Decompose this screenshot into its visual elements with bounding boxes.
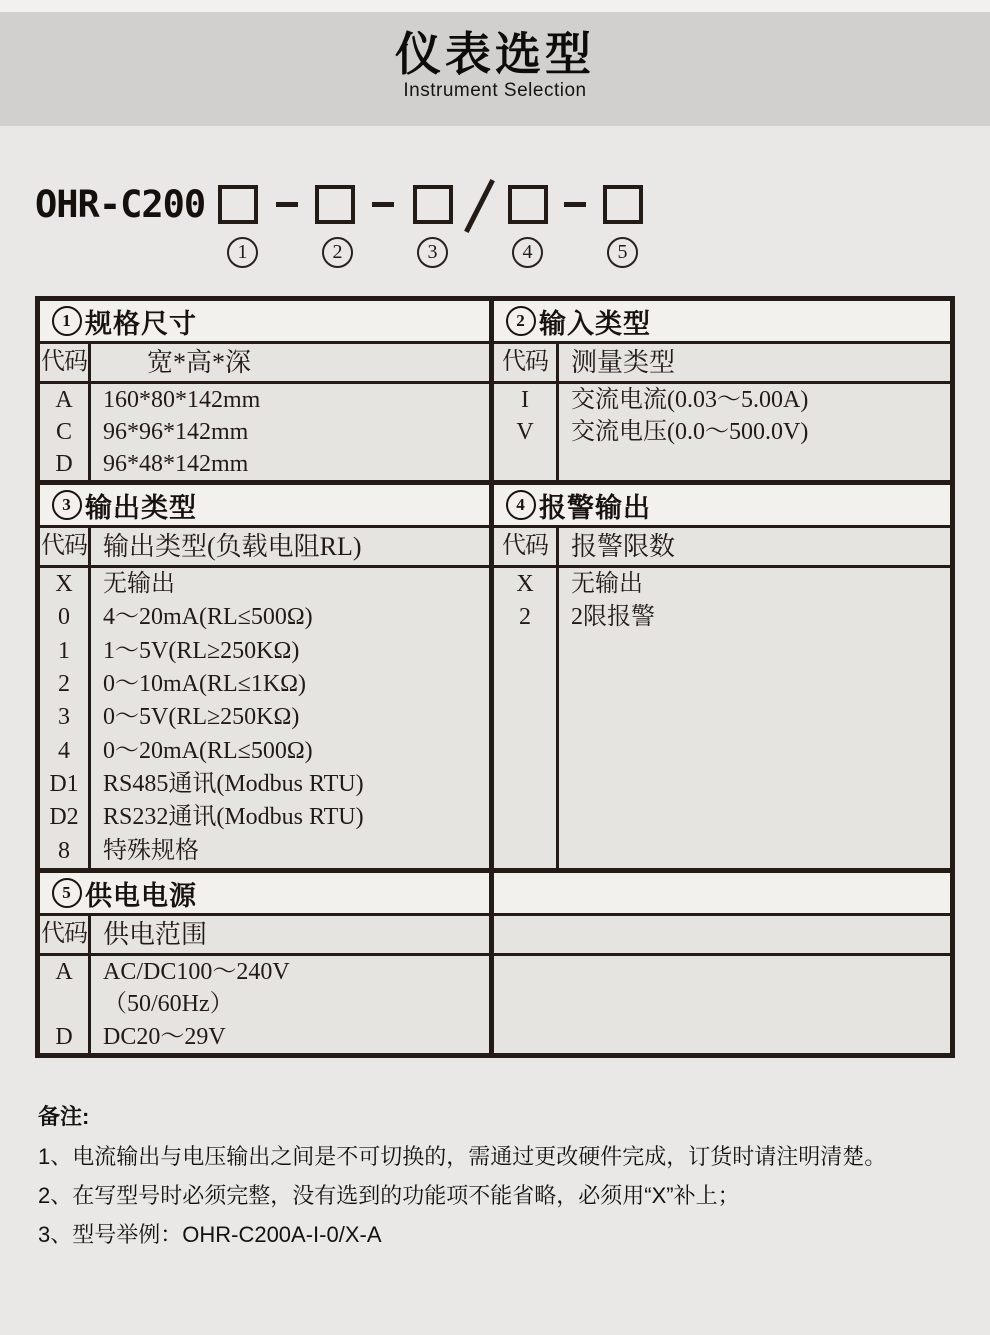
section-title-power xyxy=(40,873,489,913)
band-empty xyxy=(494,873,950,913)
model-separator-dash-3 xyxy=(564,202,586,207)
section-title-spec xyxy=(40,301,489,341)
code-cell: 1 xyxy=(58,637,70,664)
model-prefix: OHR-C200 xyxy=(35,183,206,226)
model-box-1 xyxy=(218,185,258,224)
desc-column-output xyxy=(91,568,489,868)
code-cell: 2 xyxy=(58,670,70,697)
desc-cell: （50/60Hz） xyxy=(103,991,234,1018)
grid-line xyxy=(40,953,950,956)
code-cell: 0 xyxy=(58,604,70,631)
code-header-input: 代码 xyxy=(502,349,548,375)
code-header-output: 代码 xyxy=(41,533,87,559)
code-cell: 3 xyxy=(58,704,70,731)
desc-cell: 无输出 xyxy=(103,571,175,597)
code-column-alarm xyxy=(494,568,556,868)
position-marker-3: 3 xyxy=(417,237,448,268)
desc-cell: RS485通讯(Modbus RTU) xyxy=(103,770,364,797)
desc-cell: 无输出 xyxy=(571,571,643,597)
note-item-1: 1、电流输出与电压输出之间是不可切换的，需通过更改硬件完成，订货时请注明清楚。 xyxy=(38,1144,887,1169)
code-cell: X xyxy=(516,571,534,597)
code-cell: D1 xyxy=(49,770,79,797)
desc-cell: 160*80*142mm xyxy=(103,387,261,413)
grid-line xyxy=(88,528,91,868)
code-column-input xyxy=(494,384,556,480)
desc-column-alarm xyxy=(559,568,950,868)
model-separator-slash xyxy=(464,179,495,233)
code-cell: X xyxy=(55,571,73,597)
code-column-output xyxy=(40,568,88,868)
model-separator-dash-1 xyxy=(276,202,298,207)
model-separator-dash-2 xyxy=(372,202,394,207)
grid-line xyxy=(40,341,950,344)
code-column-spec xyxy=(40,384,88,480)
position-marker-1: 1 xyxy=(227,237,258,268)
section-title-input xyxy=(494,301,950,341)
section-number-icon: 4 xyxy=(506,490,536,520)
title-banner xyxy=(0,12,990,126)
grid-line xyxy=(556,344,559,480)
code-header-spec: 代码 xyxy=(41,349,87,375)
section-title-alarm xyxy=(494,485,950,525)
grid-line-center xyxy=(489,301,494,1053)
notes-label: 备注: xyxy=(38,1104,90,1129)
section-title-text: 输入类型 xyxy=(539,308,651,339)
grid-line xyxy=(40,913,950,916)
desc-cell: 2限报警 xyxy=(571,604,655,631)
desc-column-spec xyxy=(91,384,489,480)
desc-column-power xyxy=(91,956,489,1053)
model-box-5 xyxy=(603,185,643,224)
desc-cell: 0～10mA(RL≤1KΩ) xyxy=(103,670,306,697)
section-title-text: 供电电源 xyxy=(85,880,197,911)
page-title: 仪表选型 xyxy=(395,28,595,80)
desc-cell: 0～5V(RL≥250KΩ) xyxy=(103,704,300,731)
code-cell: V xyxy=(516,419,534,445)
code-cell: A xyxy=(55,387,73,413)
selection-table xyxy=(35,296,955,1058)
desc-header-spec: 宽*高*深 xyxy=(147,348,252,377)
page-subtitle: Instrument Selection xyxy=(403,80,587,101)
desc-cell: 1～5V(RL≥250KΩ) xyxy=(103,637,300,664)
note-item-3: 3、型号举例：OHR-C200A-I-0/X-A xyxy=(38,1222,382,1247)
code-column-power xyxy=(40,956,88,1053)
code-cell xyxy=(40,988,88,1020)
desc-cell: RS232通讯(Modbus RTU) xyxy=(103,804,364,831)
desc-cell: 96*48*142mm xyxy=(103,451,249,477)
grid-line xyxy=(40,868,950,873)
code-cell: A xyxy=(55,959,73,985)
desc-cell: 4～20mA(RL≤500Ω) xyxy=(103,604,313,631)
code-cell: 4 xyxy=(58,737,70,764)
grid-line xyxy=(40,480,950,485)
grid-line xyxy=(40,525,950,528)
desc-cell: 0～20mA(RL≤500Ω) xyxy=(103,737,313,764)
grid-line xyxy=(88,344,91,480)
desc-header-power: 供电范围 xyxy=(103,920,208,949)
section-number-icon: 2 xyxy=(506,306,536,336)
position-marker-5: 5 xyxy=(607,237,638,268)
desc-cell: 交流电流(0.03～5.00A) xyxy=(571,387,809,413)
desc-header-alarm: 报警限数 xyxy=(571,532,676,561)
desc-cell: DC20～29V xyxy=(103,1023,226,1050)
desc-cell: 交流电压(0.0～500.0V) xyxy=(571,419,809,445)
position-marker-4: 4 xyxy=(512,237,543,268)
code-header-alarm: 代码 xyxy=(502,533,548,559)
section-number-icon: 3 xyxy=(52,490,82,520)
code-cell: D xyxy=(55,451,73,477)
model-box-4 xyxy=(508,185,548,224)
code-cell: I xyxy=(521,387,529,413)
code-cell: C xyxy=(55,419,72,445)
section-title-text: 报警输出 xyxy=(539,492,651,523)
model-box-3 xyxy=(413,185,453,224)
top-margin-strip xyxy=(0,0,990,12)
section-title-text: 规格尺寸 xyxy=(85,308,197,339)
desc-cell: 特殊规格 xyxy=(103,837,199,864)
section-title-output xyxy=(40,485,489,525)
code-cell: 8 xyxy=(58,837,70,864)
note-item-2: 2、在写型号时必须完整，没有选到的功能项不能省略，必须用“X”补上； xyxy=(38,1183,740,1208)
section-title-text: 输出类型 xyxy=(85,492,197,523)
grid-line xyxy=(40,381,950,384)
desc-cell: 96*96*142mm xyxy=(103,419,249,445)
code-cell: D2 xyxy=(49,804,79,831)
desc-column-input xyxy=(559,384,950,480)
desc-header-input: 测量类型 xyxy=(571,348,676,377)
model-box-2 xyxy=(315,185,355,224)
section-number-icon: 5 xyxy=(52,878,82,908)
grid-line xyxy=(556,528,559,868)
code-cell: D xyxy=(55,1023,73,1050)
desc-cell: AC/DC100～240V xyxy=(103,959,290,985)
position-marker-2: 2 xyxy=(322,237,353,268)
desc-header-output: 输出类型(负载电阻RL) xyxy=(103,532,362,561)
code-header-power: 代码 xyxy=(41,921,87,947)
section-number-icon: 1 xyxy=(52,306,82,336)
code-cell: 2 xyxy=(519,604,531,631)
grid-line xyxy=(88,916,91,1053)
grid-line xyxy=(40,565,950,568)
